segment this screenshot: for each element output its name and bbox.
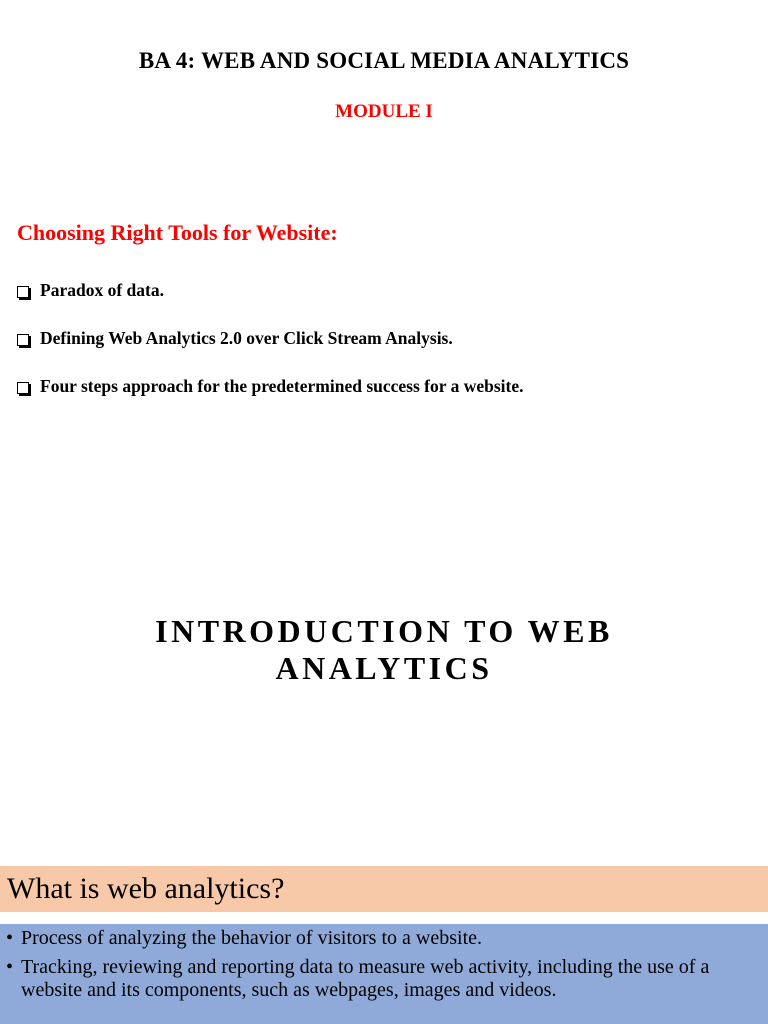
section-heading: Choosing Right Tools for Website: (17, 220, 338, 245)
list-item-text: Defining Web Analytics 2.0 over Click Stream Analysis. (40, 327, 453, 348)
slide-title (0, 613, 768, 687)
module-title: MODULE I (335, 101, 433, 122)
list-item (17, 270, 523, 318)
slide-introduction (0, 580, 768, 710)
slide-title-line-2: ANALYTICS (275, 650, 493, 686)
topic-list (17, 270, 523, 414)
bullet-dot-icon: • (6, 956, 14, 978)
course-title: BA 4: WEB AND SOCIAL MEDIA ANALYTICS (138, 48, 630, 73)
list-item (17, 366, 523, 414)
list-item-text: Process of analyzing the behavior of visitors to a website. (21, 927, 482, 949)
list-item (0, 956, 768, 1002)
list-item-text: Paradox of data. (40, 279, 164, 300)
list-item-text: Tracking, reviewing and reporting data to measure web activity, including the use of a website and its components, such as webpages, images and videos. (21, 956, 710, 1001)
checkbox-square-icon (17, 286, 29, 298)
slide-title-line-1: INTRODUCTION TO WEB (155, 613, 613, 649)
checkbox-square-icon (17, 334, 29, 346)
definition-list (0, 924, 768, 1002)
list-item-text: Four steps approach for the predetermined success for a website. (40, 375, 524, 396)
slide-module-overview (0, 0, 768, 440)
slide-header-band (0, 866, 768, 912)
slide-title: What is web analytics? (7, 872, 285, 905)
list-item (17, 318, 523, 366)
checkbox-square-icon (17, 382, 29, 394)
slide-what-is-web-analytics (0, 866, 768, 1024)
list-item (0, 927, 768, 950)
bullet-dot-icon: • (6, 927, 14, 949)
slide-body-band (0, 924, 768, 1024)
